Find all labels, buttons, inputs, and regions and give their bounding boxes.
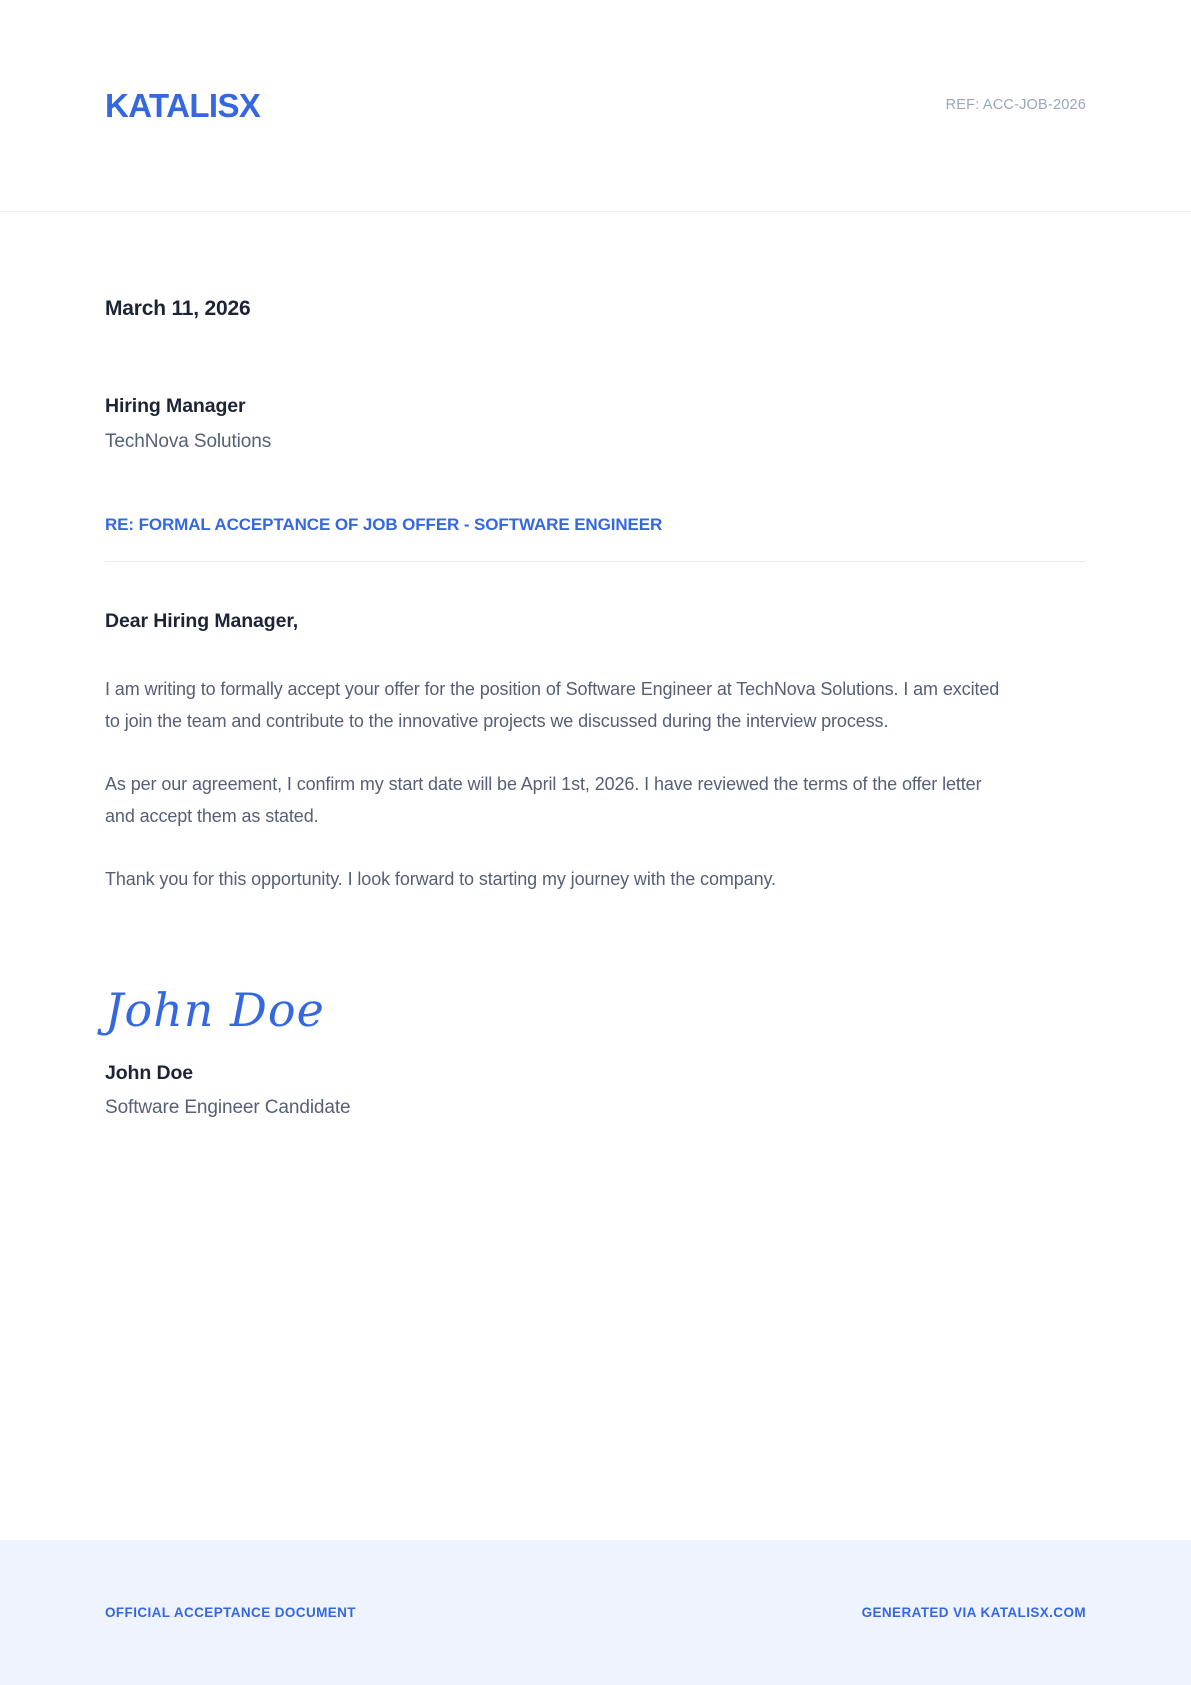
- salutation: Dear Hiring Manager,: [105, 610, 299, 632]
- signer-name: John Doe: [105, 1061, 194, 1084]
- signature-block: [105, 985, 1086, 1119]
- document-footer: [0, 1540, 1191, 1685]
- subject-line-container: [105, 515, 1086, 562]
- footer-document-label: OFFICIAL ACCEPTANCE DOCUMENT: [105, 1605, 356, 1620]
- company-logo: KATALISX: [105, 87, 261, 124]
- document-reference: REF: ACC-JOB-2026: [945, 97, 1086, 114]
- footer-generator-label: GENERATED VIA KATALISX.COM: [861, 1605, 1086, 1620]
- letter-date: March 11, 2026: [105, 297, 251, 320]
- signer-title: Software Engineer Candidate: [105, 1096, 351, 1118]
- recipient-organization: TechNova Solutions: [105, 431, 272, 452]
- document-header: [0, 0, 1191, 212]
- body-paragraph-2: As per our agreement, I confirm my start date will be April 1st, 2026. I have reviewed the terms of the offer letter and accept them as stated.: [105, 774, 982, 827]
- recipient-block: [105, 395, 1086, 453]
- body-paragraph-1: I am writing to formally accept your offer for the position of Software Engineer at TechNova Solutions. I am excited to join the team and contribute to the innovative projects we discussed during the interview process.: [105, 679, 1000, 732]
- handwritten-signature: John Doe: [105, 983, 325, 1038]
- body-paragraph-3: Thank you for this opportunity. I look forward to starting my journey with the company.: [105, 869, 776, 890]
- recipient-name: Hiring Manager: [105, 395, 246, 417]
- subject-line: RE: FORMAL ACCEPTANCE OF JOB OFFER - SOFTWARE ENGINEER: [105, 515, 663, 534]
- letter-body: [0, 212, 1191, 1540]
